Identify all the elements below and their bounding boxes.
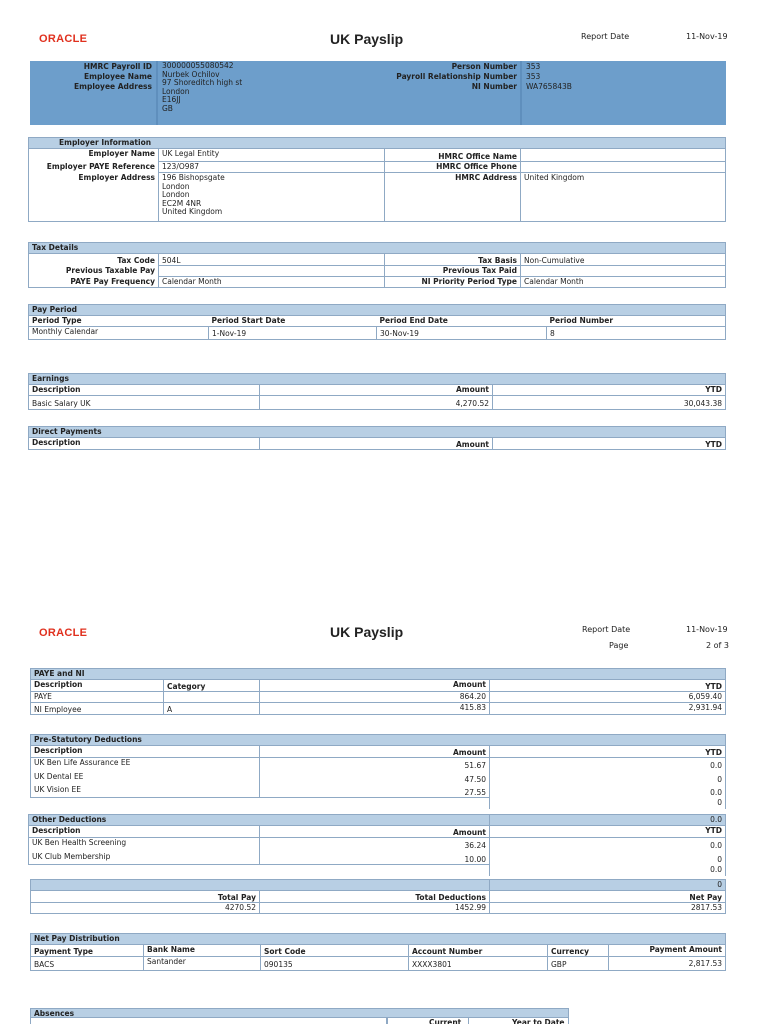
divider [156, 61, 158, 125]
paye-ref-label: Employer PAYE Reference [29, 162, 159, 173]
earning-ytd: 30,043.38 [493, 396, 726, 410]
deduction-amount: 10.00 [260, 852, 490, 865]
hmrc-office-phone [521, 162, 726, 173]
period-start: 1-Nov-19 [209, 327, 377, 340]
employee-labels-right: Person Number Payroll Relationship Number NI Number [396, 62, 517, 91]
table-row [29, 838, 726, 852]
page-title: UK Payslip [330, 31, 404, 47]
employer-address: 196 Bishopsgate London London EC2M 4NR United Kingdom [159, 173, 385, 222]
col-header: Amount [260, 826, 490, 838]
paye-freq-label: PAYE Pay Frequency [29, 277, 159, 288]
tax-code-label: Tax Code [29, 254, 159, 266]
ni-priority: Calendar Month [521, 277, 726, 288]
pre-statutory-table [30, 734, 726, 809]
section-title: Earnings [29, 374, 726, 385]
deduction-category: A [164, 703, 260, 715]
prev-tax-paid-label: Previous Tax Paid [385, 266, 521, 277]
tax-basis-label: Tax Basis [385, 254, 521, 266]
hmrc-address: United Kingdom [521, 173, 726, 222]
total-deductions-label: Total Deductions [260, 891, 490, 903]
deduction-ytd: 6,059.40 [490, 692, 726, 703]
section-title: Employer Information [29, 138, 726, 149]
col-header: Description [29, 438, 260, 450]
paye-ref: 123/O987 [159, 162, 385, 173]
earning-amount: 4,270.52 [260, 396, 493, 410]
period-number: 8 [547, 327, 726, 340]
net-pay-distribution-table [30, 933, 726, 971]
deduction-description: UK Dental EE [31, 772, 260, 785]
col-header: Description [29, 385, 260, 396]
table-row [31, 692, 726, 703]
earning-description: Basic Salary UK [29, 396, 260, 410]
deduction-ytd: 0.0 [490, 838, 726, 852]
col-header: YTD [490, 680, 726, 692]
col-header: Sort Code [261, 945, 409, 957]
section-title: Direct Payments [29, 427, 726, 438]
col-header: Amount [260, 746, 490, 758]
report-date-value: 11-Nov-19 [686, 32, 728, 41]
deduction-description: UK Ben Health Screening [29, 838, 260, 852]
tax-code: 504L [159, 254, 385, 266]
employer-info-table [28, 137, 726, 222]
prev-taxable-label: Previous Taxable Pay [29, 266, 159, 277]
section-title: Pay Period [29, 305, 726, 316]
total-deductions: 1452.99 [260, 903, 490, 914]
section-title: PAYE and NI [31, 669, 726, 680]
table-row [31, 957, 726, 971]
col-header: Description [31, 746, 260, 758]
oracle-logo: ORACLE [39, 627, 88, 639]
deduction-ytd-extra: 0 [490, 798, 726, 809]
deduction-ytd: 0.0 [490, 785, 726, 798]
absences-table [30, 1008, 569, 1024]
col-header: Period Start Date [209, 316, 377, 327]
employee-values-right: 353 353 WA765843B [526, 62, 572, 91]
report-date-value: 11-Nov-19 [686, 625, 728, 634]
deduction-amount: 415.83 [260, 703, 490, 715]
deduction-ytd: 0 [490, 772, 726, 785]
oracle-logo: ORACLE [39, 33, 88, 45]
paye-ni-table [30, 668, 726, 715]
total-pay: 4270.52 [31, 903, 260, 914]
section-title: Absences [30, 1008, 569, 1018]
prev-taxable [159, 266, 385, 277]
payment-type: BACS [31, 957, 144, 971]
total-pay-label: Total Pay [31, 891, 260, 903]
section-title: Tax Details [29, 243, 726, 254]
table-row [31, 703, 726, 715]
col-header: YTD [493, 385, 726, 396]
employer-name-label: Employer Name [29, 149, 159, 162]
table-row [31, 758, 726, 772]
direct-payments-table [28, 426, 726, 450]
deduction-ytd-extra: 0 [490, 880, 726, 891]
employer-address-label: Employer Address [29, 173, 159, 222]
deduction-amount: 864.20 [260, 692, 490, 703]
deduction-ytd: 0.0 [490, 758, 726, 772]
employer-name: UK Legal Entity [159, 149, 385, 162]
table-row [29, 852, 726, 865]
deduction-ytd-extra: 0.0 [490, 815, 726, 826]
divider [386, 1018, 388, 1024]
section-title: Net Pay Distribution [31, 934, 726, 945]
col-header: Bank Name [144, 945, 261, 957]
net-pay: 2817.53 [490, 903, 726, 914]
earnings-table [28, 373, 726, 410]
report-date-label: Report Date [581, 32, 630, 41]
deduction-description: UK Club Membership [29, 852, 260, 865]
employee-labels-left: HMRC Payroll ID Employee Name Employee Address [74, 62, 152, 91]
col-header: YTD [490, 826, 726, 838]
col-header: Period Type [29, 316, 209, 327]
period-type: Monthly Calendar [29, 327, 209, 340]
deduction-description: UK Vision EE [31, 785, 260, 798]
page-title: UK Payslip [330, 624, 404, 640]
deduction-description: PAYE [31, 692, 164, 703]
deduction-description: UK Ben Life Assurance EE [31, 758, 260, 772]
period-end: 30-Nov-19 [377, 327, 547, 340]
prev-tax-paid [521, 266, 726, 277]
col-header: Description [29, 826, 260, 838]
deduction-category [164, 692, 260, 703]
pay-period-table [28, 304, 726, 340]
col-header: Category [164, 680, 260, 692]
sort-code: 090135 [261, 957, 409, 971]
deduction-amount: 51.67 [260, 758, 490, 772]
ni-priority-label: NI Priority Period Type [385, 277, 521, 288]
section-title: Other Deductions [29, 815, 490, 826]
report-date-label: Report Date [582, 625, 631, 634]
col-header: Amount [260, 438, 493, 450]
bank-name: Santander [144, 957, 261, 971]
deduction-amount: 27.55 [260, 785, 490, 798]
col-header: Description [31, 680, 164, 692]
currency: GBP [548, 957, 609, 971]
hmrc-office-name-label: HMRC Office Name [385, 149, 521, 162]
section-title: Pre-Statutory Deductions [31, 735, 726, 746]
col-header: Period End Date [377, 316, 547, 327]
col-header: Period Number [547, 316, 726, 327]
employee-values-left: 300000055080542 Nurbek Ochilov 97 Shoreditch high st London E16JJ GB [162, 61, 243, 113]
page-label: Page [609, 641, 629, 650]
col-header: Currency [548, 945, 609, 957]
col-header: Current [429, 1018, 462, 1024]
tax-basis: Non-Cumulative [521, 254, 726, 266]
col-header: YTD [490, 746, 726, 758]
page-number: 2 of 3 [706, 641, 729, 650]
col-header: Amount [260, 385, 493, 396]
deduction-amount: 47.50 [260, 772, 490, 785]
payment-amount: 2,817.53 [609, 957, 726, 971]
deduction-description: NI Employee [31, 703, 164, 715]
deduction-ytd: 2,931.94 [490, 703, 726, 715]
col-header: Year to Date [512, 1018, 565, 1024]
paye-freq: Calendar Month [159, 277, 385, 288]
deduction-amount: 36.24 [260, 838, 490, 852]
col-header: Payment Amount [609, 945, 726, 957]
divider [468, 1018, 469, 1024]
table-row [31, 785, 726, 798]
totals-table [30, 879, 726, 914]
hmrc-address-label: HMRC Address [385, 173, 521, 222]
table-row [29, 396, 726, 410]
col-header: Account Number [409, 945, 548, 957]
hmrc-office-name [521, 149, 726, 162]
account-number: XXXX3801 [409, 957, 548, 971]
net-pay-label: Net Pay [490, 891, 726, 903]
tax-details-table [28, 242, 726, 288]
col-header: Amount [260, 680, 490, 692]
deduction-ytd: 0 [490, 852, 726, 865]
other-deductions-table [28, 814, 726, 876]
divider [520, 61, 522, 125]
col-header: Payment Type [31, 945, 144, 957]
deduction-ytd-extra: 0.0 [490, 865, 726, 876]
table-row [31, 772, 726, 785]
hmrc-office-phone-label: HMRC Office Phone [385, 162, 521, 173]
col-header: YTD [493, 438, 726, 450]
